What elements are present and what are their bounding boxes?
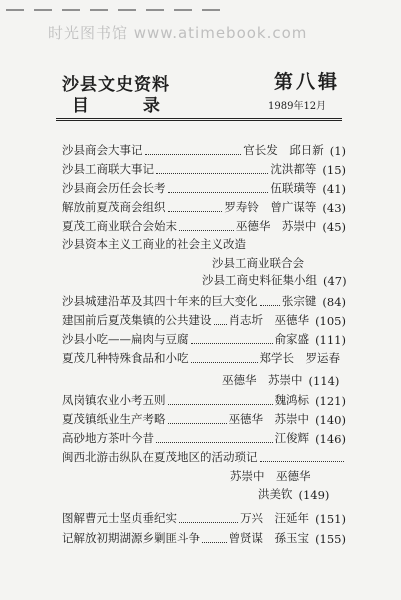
dot-leader bbox=[168, 192, 269, 193]
dot-leader bbox=[214, 324, 227, 325]
entry-page: (45) bbox=[322, 220, 346, 234]
entry-author: 江俊辉 bbox=[274, 431, 310, 445]
toc-entry bbox=[62, 447, 346, 465]
entry-page: (121) bbox=[315, 394, 346, 408]
toc-entry bbox=[62, 178, 346, 196]
entry-author: 张宗键 bbox=[281, 294, 317, 308]
publication-date: 1989年12月 bbox=[268, 101, 327, 112]
entry-author: 巫德华 苏崇中 bbox=[228, 412, 310, 426]
entry-author: 伍联璜等 bbox=[270, 181, 317, 195]
entry-page: (1) bbox=[329, 144, 346, 158]
toc-entry bbox=[62, 310, 346, 328]
dot-leader bbox=[168, 404, 273, 405]
entry-author: 俞家盛 bbox=[274, 332, 310, 346]
entry-author: 沈洪都等 bbox=[270, 162, 317, 176]
entry-page: (111) bbox=[315, 333, 346, 347]
entry-title: 记解放初期湖源乡剿匪斗争 bbox=[62, 531, 200, 545]
entry-author: 官长发 邱日新 bbox=[243, 143, 324, 157]
entry-page: (15) bbox=[322, 163, 346, 177]
entry-page: (43) bbox=[322, 201, 346, 215]
entry-author: 曾贤谋 孫玉宝 bbox=[228, 531, 310, 545]
toc-entry bbox=[62, 329, 346, 347]
toc-entry bbox=[62, 428, 346, 446]
dot-leader bbox=[156, 173, 268, 174]
entry-title: 沙县资本主义工商业的社会主义改造 bbox=[62, 237, 246, 251]
entry-title: 沙县工商联大事记 bbox=[62, 162, 154, 176]
entry-page: (151) bbox=[315, 512, 346, 526]
volume-label: 第八辑 bbox=[274, 71, 341, 93]
entry-page: (140) bbox=[315, 413, 346, 427]
toc-entry bbox=[62, 409, 346, 427]
entry-title: 建国前后夏茂集镇的公共建设 bbox=[62, 313, 212, 327]
header-rule-top bbox=[56, 118, 342, 119]
series-title: 沙县文史资料 bbox=[62, 75, 170, 95]
entry-page: (155) bbox=[315, 532, 346, 546]
dot-leader bbox=[145, 154, 242, 155]
dot-leader bbox=[260, 461, 345, 462]
entry-title: 闽西北游击纵队在夏茂地区的活动琐记 bbox=[62, 450, 258, 464]
dot-leader bbox=[191, 362, 258, 363]
entry-title: 沙县商会大事记 bbox=[62, 143, 143, 157]
dot-leader bbox=[179, 230, 234, 231]
entry-title: 凤岗镇农业小考五则 bbox=[62, 393, 166, 407]
entry-title: 夏茂几种特殊食品和小吃 bbox=[62, 351, 189, 365]
contents-heading: 目 录 bbox=[72, 96, 184, 116]
toc-entry bbox=[62, 348, 346, 366]
toc-entry-continued bbox=[222, 370, 346, 388]
entry-title: 夏茂镇纸业生产考略 bbox=[62, 412, 166, 426]
entry-author: 罗寿铃 曾广谋等 bbox=[224, 200, 317, 214]
entry-title: 沙县城建沿革及其四十年来的巨大变化 bbox=[62, 294, 258, 308]
toc-entry bbox=[62, 508, 346, 526]
entry-author: 洪美钦 bbox=[258, 487, 293, 501]
entry-page: (105) bbox=[315, 314, 346, 328]
dot-leader bbox=[156, 442, 273, 443]
scan-edge-dashes bbox=[0, 8, 401, 12]
entry-author: 沙县工商史料征集小组 bbox=[202, 273, 317, 287]
toc-entry bbox=[62, 197, 346, 215]
entry-author: 万兴 汪延年 bbox=[240, 511, 310, 525]
entry-page: (114) bbox=[308, 374, 340, 388]
entry-title: 夏茂工商业联合会始末 bbox=[62, 219, 177, 233]
entry-page: (84) bbox=[322, 295, 346, 309]
dot-leader bbox=[168, 423, 227, 424]
dot-leader bbox=[168, 211, 223, 212]
entry-page: (47) bbox=[323, 274, 347, 288]
entry-title: 图解曹元士坚贞垂纪实 bbox=[62, 511, 177, 525]
toc-entry bbox=[62, 291, 346, 309]
dot-leader bbox=[191, 343, 273, 344]
entry-author: 沙县工商业联合会 bbox=[212, 256, 304, 270]
dot-leader bbox=[179, 522, 238, 523]
entry-author: 巫德华 苏崇中 bbox=[235, 219, 317, 233]
entry-title: 沙县小吃——扁肉与豆腐 bbox=[62, 332, 189, 346]
entry-author: 巫德华 苏崇中 bbox=[222, 373, 303, 387]
toc-entry-continued bbox=[258, 484, 346, 502]
toc-entry-continued bbox=[202, 270, 346, 288]
toc-entry bbox=[62, 216, 346, 234]
entry-title: 高砂地方茶叶今昔 bbox=[62, 431, 154, 445]
toc-entry bbox=[62, 528, 346, 546]
dot-leader bbox=[202, 542, 227, 543]
entry-page: (146) bbox=[315, 432, 346, 446]
entry-title: 沙县商会历任会长考 bbox=[62, 181, 166, 195]
entry-page: (149) bbox=[298, 488, 330, 502]
header-rule-bottom bbox=[56, 120, 342, 121]
entry-author: 魏鸿标 bbox=[274, 393, 310, 407]
toc-entry bbox=[62, 140, 346, 158]
toc-entry bbox=[62, 390, 346, 408]
watermark-text: 时光图书馆 www.atimebook.com bbox=[48, 24, 308, 42]
entry-author: 肖志圻 巫德华 bbox=[228, 313, 310, 327]
toc-entry bbox=[62, 159, 346, 177]
entry-author: 苏崇中 巫德华 bbox=[230, 469, 311, 483]
entry-author: 郑学长 罗运春 bbox=[259, 351, 340, 365]
entry-title: 解放前夏茂商会组织 bbox=[62, 200, 166, 214]
entry-page: (41) bbox=[322, 182, 346, 196]
dot-leader bbox=[260, 305, 280, 306]
